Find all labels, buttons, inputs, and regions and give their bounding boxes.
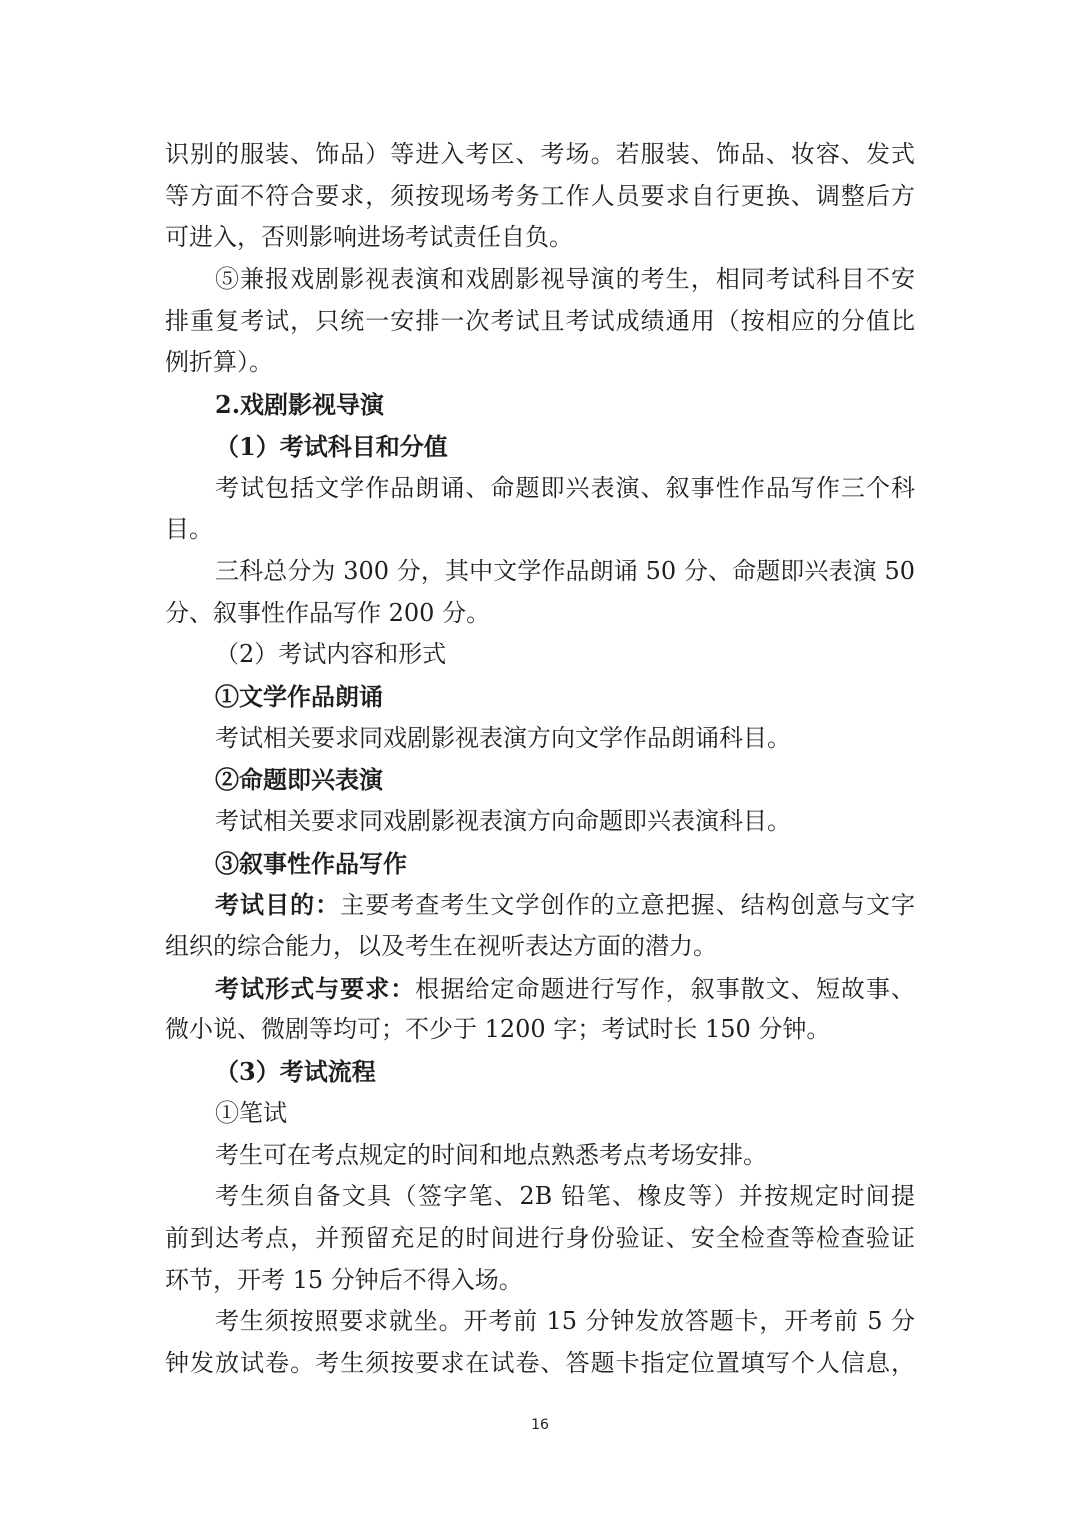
inline-label: 考试形式与要求： <box>215 973 416 1003</box>
body-line: 考试相关要求同戏剧影视表演方向文学作品朗诵科目。 <box>215 723 791 752</box>
item-heading: ②命题即兴表演 <box>215 765 383 795</box>
body-line: 可进入，否则影响进场考试责任自负。 <box>165 223 573 252</box>
body-line: 识别的服装、饰品）等进入考区、考场。若服装、饰品、妆容、发式 <box>165 140 915 168</box>
body-line: 微小说、微剧等均可；不少于 1200 字；考试时长 150 分钟。 <box>165 1015 831 1044</box>
body-line <box>165 884 915 926</box>
body-line: 组织的综合能力，以及考生在视听表达方面的潜力。 <box>165 932 717 961</box>
inline-text: 主要考查考生文学创作的立意把握、结构创意与文字 <box>340 891 915 920</box>
body-line: 考生须按照要求就坐。开考前 15 分钟发放答题卡，开考前 5 分 <box>215 1307 915 1336</box>
subsection-heading: （1）考试科目和分值 <box>215 431 448 461</box>
body-text <box>165 134 915 1385</box>
inline-label: 考试目的： <box>215 890 341 920</box>
body-line <box>165 968 915 1010</box>
body-line: 例折算）。 <box>165 348 273 377</box>
inline-text: 根据给定命题进行写作，叙事散文、短故事、 <box>415 974 915 1003</box>
section-heading: 2.戏剧影视导演 <box>215 390 385 420</box>
item-heading: ①文学作品朗诵 <box>215 681 383 711</box>
item-heading: ③叙事性作品写作 <box>215 848 407 878</box>
body-line: 钟发放试卷。考生须按要求在试卷、答题卡指定位置填写个人信息， <box>165 1348 915 1377</box>
body-line: 考生可在考点规定的时间和地点熟悉考点考场安排。 <box>215 1140 767 1169</box>
body-line: 目。 <box>165 515 213 544</box>
body-line: ⑤兼报戏剧影视表演和戏剧影视导演的考生，相同考试科目不安 <box>215 265 915 294</box>
body-line: 考试相关要求同戏剧影视表演方向命题即兴表演科目。 <box>215 807 791 835</box>
body-line: 排重复考试，只统一安排一次考试且考试成绩通用（按相应的分值比 <box>165 306 915 335</box>
body-line: 分、叙事性作品写作 200 分。 <box>165 598 491 627</box>
body-line: 考生须自备文具（签字笔、2B 铅笔、橡皮等）并按规定时间提 <box>215 1182 915 1211</box>
subsection-heading: （2）考试内容和形式 <box>215 640 447 669</box>
body-line: 等方面不符合要求，须按现场考务工作人员要求自行更换、调整后方 <box>165 181 915 210</box>
page-number: 16 <box>531 1417 549 1433</box>
subsection-heading: （3）考试流程 <box>215 1057 376 1087</box>
body-line: 环节，开考 15 分钟后不得入场。 <box>165 1265 523 1294</box>
item-heading: ①笔试 <box>215 1098 287 1127</box>
body-line: 考试包括文学作品朗诵、命题即兴表演、叙事性作品写作三个科 <box>215 473 915 502</box>
body-line: 前到达考点，并预留充足的时间进行身份验证、安全检查等检查验证 <box>165 1223 915 1252</box>
body-line: 三科总分为 300 分，其中文学作品朗诵 50 分、命题即兴表演 50 <box>215 556 915 585</box>
